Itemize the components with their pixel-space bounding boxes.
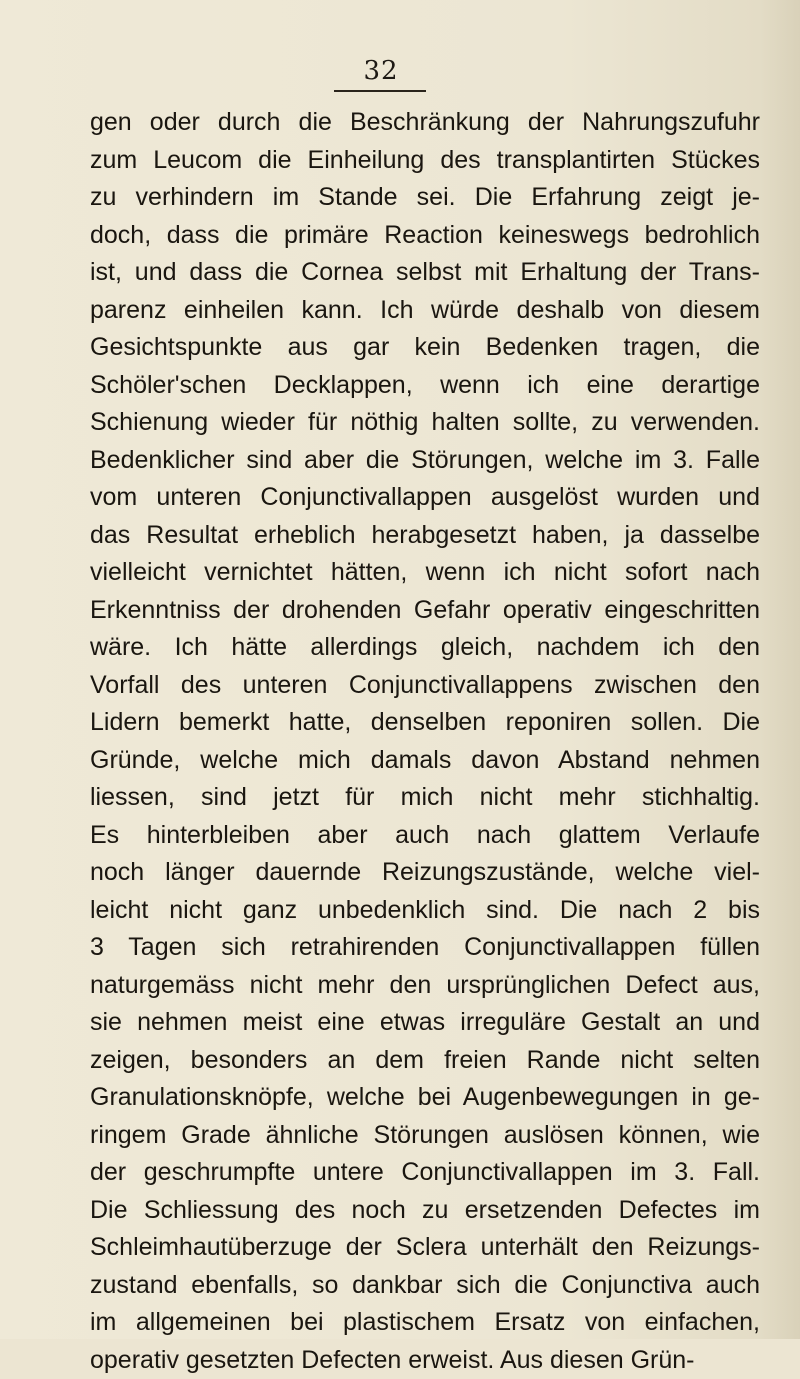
text-line: zustand ebenfalls, so dankbar sich die Conjunctiva auch <box>90 1267 760 1305</box>
text-line: Gründe, welche mich damals davon Abstand nehmen <box>90 742 760 780</box>
text-line: sie nehmen meist eine etwas irreguläre Gestalt an und <box>90 1004 760 1042</box>
text-line: ringem Grade ähnliche Störungen auslösen können, wie <box>90 1117 760 1155</box>
text-line: Schleimhautüberzuge der Sclera unterhält den Reizungs- <box>90 1229 760 1267</box>
text-line: operativ gesetzten Defecten erweist. Aus diesen Grün- <box>90 1342 760 1379</box>
text-line: Die Schliessung des noch zu ersetzenden Defectes im <box>90 1192 760 1230</box>
text-line: Lidern bemerkt hatte, denselben reponiren sollen. Die <box>90 704 760 742</box>
text-line: Erkenntniss der drohenden Gefahr operativ eingeschritten <box>90 592 760 630</box>
text-line: leicht nicht ganz unbedenklich sind. Die nach 2 bis <box>90 892 760 930</box>
text-line: zum Leucom die Einheilung des transplantirten Stückes <box>90 142 760 180</box>
text-line: vom unteren Conjunctivallappen ausgelöst wurden und <box>90 479 760 517</box>
text-line: gen oder durch die Beschränkung der Nahrungszufuhr <box>90 104 760 142</box>
text-line: Schöler'schen Decklappen, wenn ich eine derartige <box>90 367 760 405</box>
body-text <box>90 104 760 1379</box>
page-number-rule <box>334 90 426 92</box>
text-line: Vorfall des unteren Conjunctivallappens zwischen den <box>90 667 760 705</box>
text-line: im allgemeinen bei plastischem Ersatz von einfachen, <box>90 1304 760 1342</box>
text-line: ist, und dass die Cornea selbst mit Erhaltung der Trans- <box>90 254 760 292</box>
text-line: der geschrumpfte untere Conjunctivallappen im 3. Fall. <box>90 1154 760 1192</box>
text-line: doch, dass die primäre Reaction keineswegs bedrohlich <box>90 217 760 255</box>
text-line: Schienung wieder für nöthig halten sollte, zu verwenden. <box>90 404 760 442</box>
text-line: 3 Tagen sich retrahirenden Conjunctivallappen füllen <box>90 929 760 967</box>
text-line: liessen, sind jetzt für mich nicht mehr stichhaltig. <box>90 779 760 817</box>
page-number: 32 <box>340 56 422 86</box>
text-line: naturgemäss nicht mehr den ursprünglichen Defect aus, <box>90 967 760 1005</box>
text-line: wäre. Ich hätte allerdings gleich, nachdem ich den <box>90 629 760 667</box>
text-line: parenz einheilen kann. Ich würde deshalb von diesem <box>90 292 760 330</box>
text-line: Es hinterbleiben aber auch nach glattem Verlaufe <box>90 817 760 855</box>
text-line: vielleicht vernichtet hätten, wenn ich nicht sofort nach <box>90 554 760 592</box>
text-line: zeigen, besonders an dem freien Rande nicht selten <box>90 1042 760 1080</box>
text-line: zu verhindern im Stande sei. Die Erfahrung zeigt je- <box>90 179 760 217</box>
text-line: Granulationsknöpfe, welche bei Augenbewegungen in ge- <box>90 1079 760 1117</box>
text-line: das Resultat erheblich herabgesetzt haben, ja dasselbe <box>90 517 760 555</box>
text-line: Bedenklicher sind aber die Störungen, welche im 3. Falle <box>90 442 760 480</box>
text-line: Gesichtspunkte aus gar kein Bedenken tragen, die <box>90 329 760 367</box>
text-line: noch länger dauernde Reizungszustände, welche viel- <box>90 854 760 892</box>
